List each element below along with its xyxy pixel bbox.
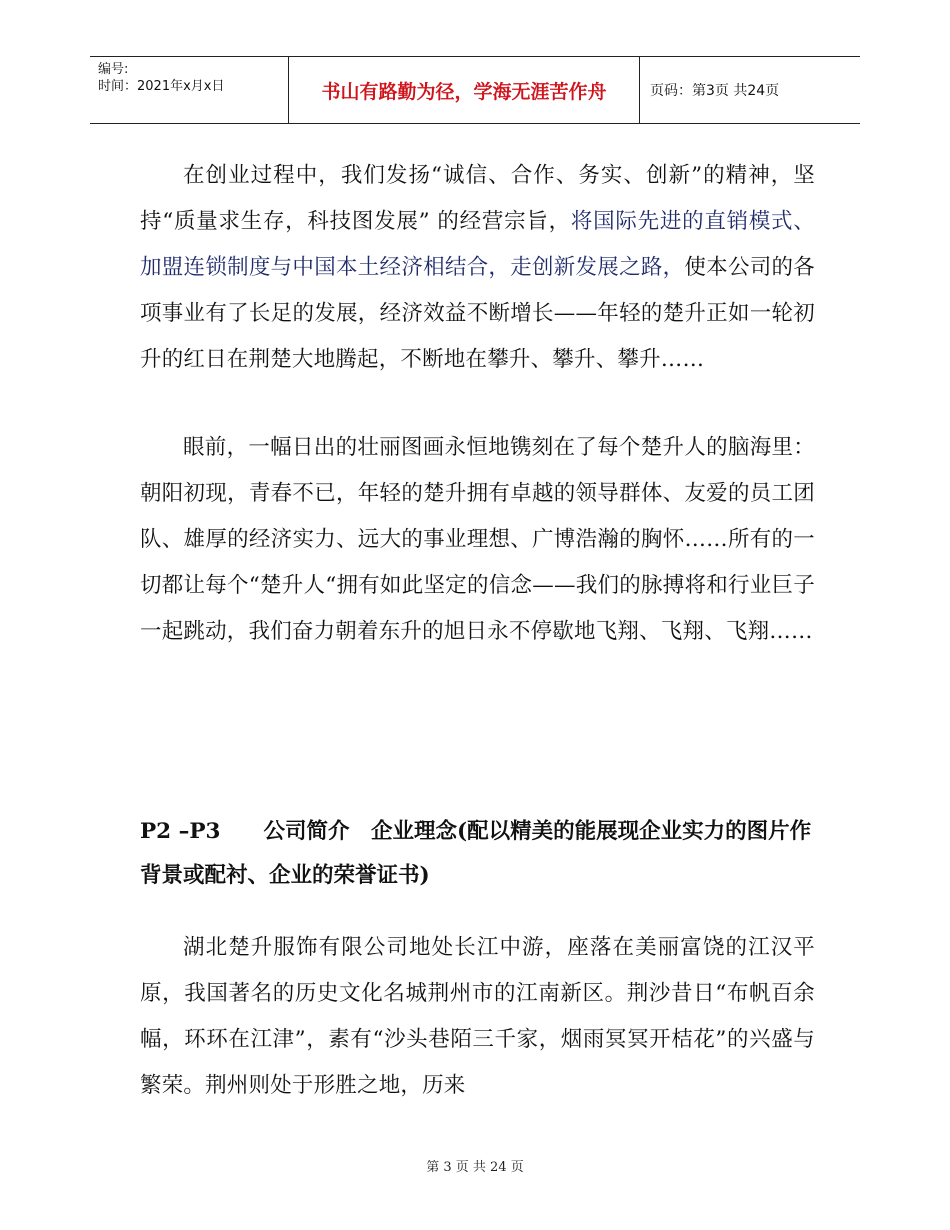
header-number-label: 编号: bbox=[98, 62, 129, 77]
header-motto: 书山有路勤为径，学海无涯苦作舟 bbox=[321, 80, 607, 103]
paragraph-vision: 眼前，一幅日出的壮丽图画永恒地镌刻在了每个楚升人的脑海里：朝阳初现，青春不已，年轻的楚升拥有卓越的领导群体、友爱的员工团队、雄厚的经济实力、远大的事业理想、广博浩瀚的胸怀……所有的一切都让每个“楚升人“拥有如此坚定的信念——我们的脉搏将和行业巨子一起跳动，我们奋力朝着东升的旭日永不停歇地飞翔、飞翔、飞翔…… bbox=[140, 435, 815, 644]
page-footer: 第 3 页 共 24 页 bbox=[426, 1160, 524, 1175]
section-heading: P2 –P3 公司简介 企业理念(配以精美的能展现企业实力的图片作背景或配衬、企业的荣誉证书) bbox=[140, 819, 812, 888]
paragraph-text: 在创业过程中，我们发扬“诚信、合作、务实、创新”的精神，坚持“质量求生存，科技图发展” 的经营宗旨， bbox=[140, 163, 815, 234]
header-date: 时间：2021年x月x日 bbox=[98, 79, 225, 94]
page-header bbox=[90, 56, 860, 124]
header-meta bbox=[98, 61, 288, 95]
paragraph-text-highlight: 将国际先进的直销模式、加盟连锁制度与中国本土经济相结合，走创新发展之路， bbox=[140, 209, 815, 280]
paragraph-company-intro: 湖北楚升服饰有限公司地处长江中游，座落在美丽富饶的江汉平原，我国著名的历史文化名城荆州市的江南新区。荆沙昔日“布帆百余幅，环环在江津”，素有“沙头巷陌三千家，烟雨冥冥开桔花”的兴盛与繁荣。荆州则处于形胜之地，历来 bbox=[140, 935, 815, 1098]
paragraph-text: 使本公司的各项事业有了长足的发展，经济效益不断增长——年轻的楚升正如一轮初升的红日在荆楚大地腾起，不断地在攀升、攀升、攀升…… bbox=[140, 255, 815, 372]
paragraph-startup bbox=[140, 153, 815, 383]
header-page-info: 页码：第3页 共24页 bbox=[650, 83, 780, 99]
